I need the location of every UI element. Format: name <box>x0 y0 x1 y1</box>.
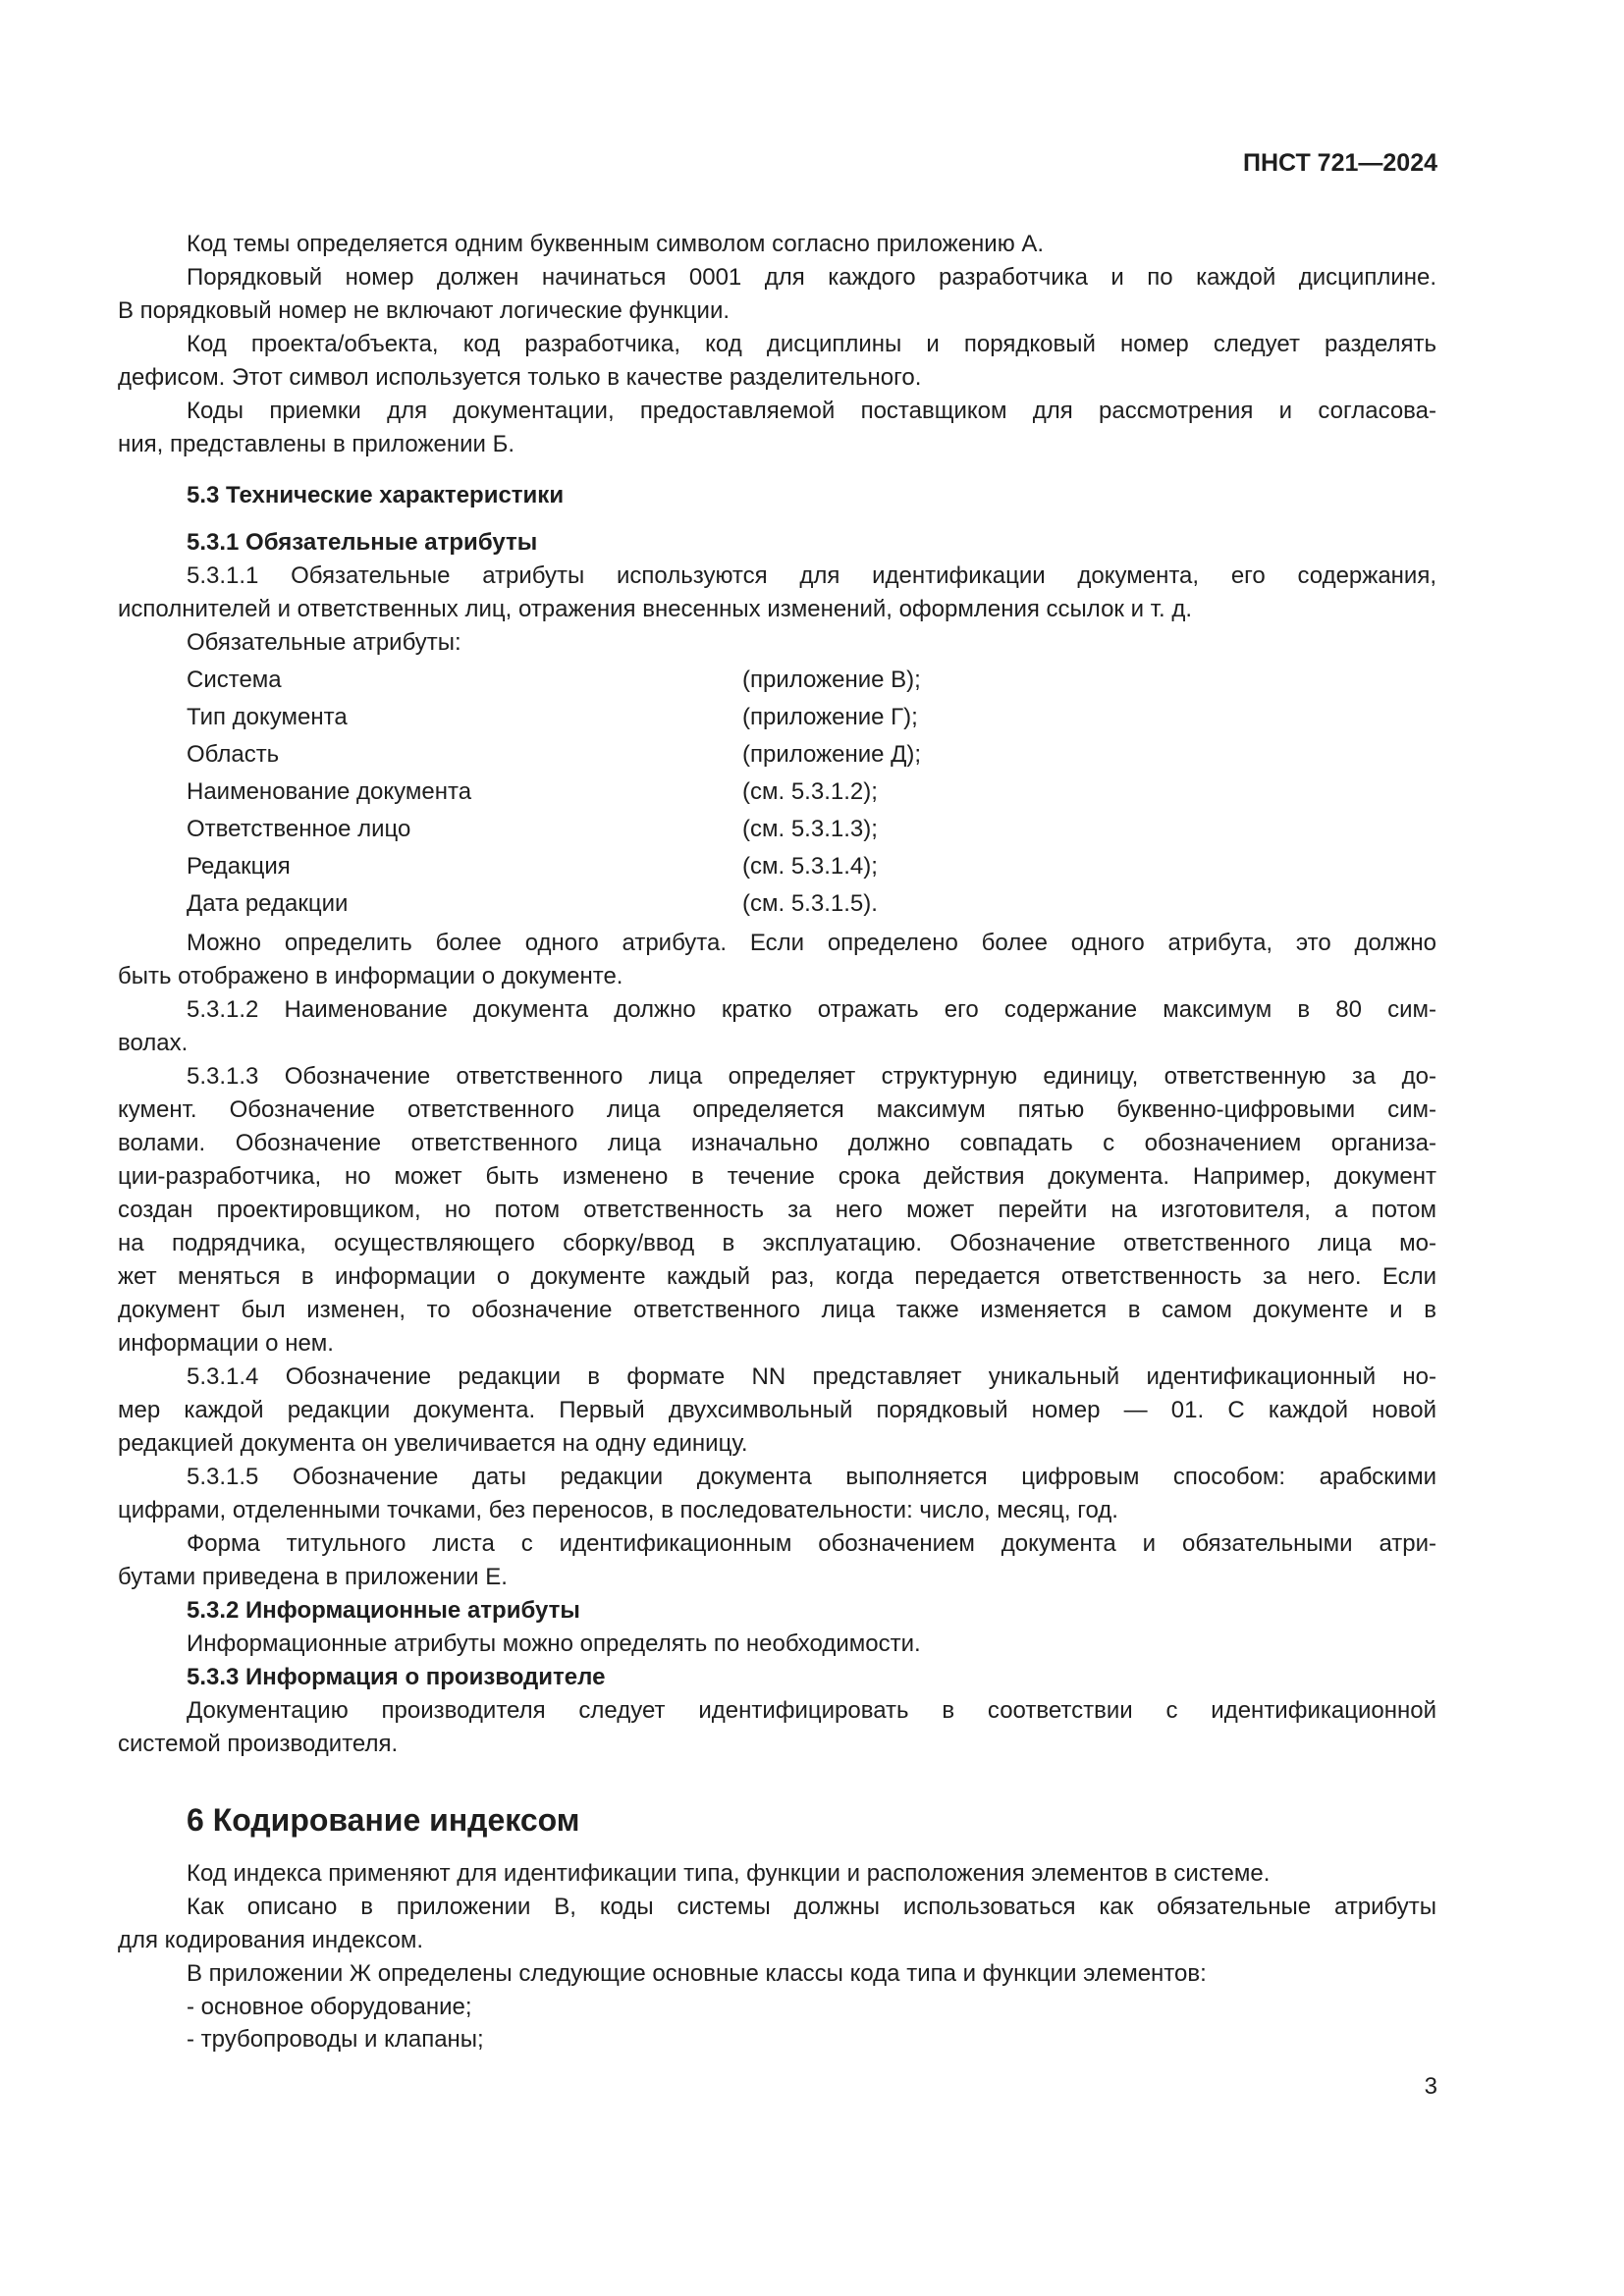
text-line: Код проекта/объекта, код разработчика, код дисциплины и порядковый номер следует разделять <box>187 331 1436 357</box>
text-line: для кодирования индексом. <box>118 1927 424 1953</box>
attribute-ref: (см. 5.3.1.2); <box>742 778 878 805</box>
text-line: Документацию производителя следует идентифицировать в соответствии с идентификационной <box>187 1697 1436 1724</box>
text-line: ния, представлены в приложении Б. <box>118 431 515 457</box>
attribute-ref: (см. 5.3.1.4); <box>742 853 878 880</box>
text-line: Код темы определяется одним буквенным символом согласно приложению А. <box>187 231 1045 257</box>
attribute-name: Редакция <box>187 853 291 880</box>
section-5-3-1-title: 5.3.1 Обязательные атрибуты <box>187 529 538 556</box>
text-line: быть отображено в информации о документе. <box>118 963 623 989</box>
text-line: 5.3.1.5 Обозначение даты редакции документа выполняется цифровым способом: арабскими <box>187 1464 1436 1490</box>
attribute-ref: (см. 5.3.1.3); <box>742 816 878 842</box>
paragraph <box>118 1527 1436 1594</box>
text-line: 5.3.1.4 Обозначение редакции в формате NN представляет уникальный идентификационный но- <box>187 1363 1436 1390</box>
attribute-ref: (приложение Г); <box>742 704 918 730</box>
paragraph <box>118 560 1436 626</box>
attribute-ref: (приложение В); <box>742 667 921 693</box>
text-line: Как описано в приложении В, коды системы должны использоваться как обязательные атрибуты <box>187 1894 1436 1920</box>
attribute-row <box>187 774 1436 811</box>
paragraph <box>118 1957 1436 1991</box>
intro-paragraphs <box>118 228 1436 461</box>
attribute-ref: (см. 5.3.1.5). <box>742 890 878 917</box>
paragraph <box>118 1891 1436 1957</box>
attribute-row <box>187 811 1436 848</box>
paragraph <box>118 1461 1436 1527</box>
section-5-3-2-title: 5.3.2 Информационные атрибуты <box>187 1597 580 1624</box>
attribute-name: Тип документа <box>187 704 348 730</box>
paragraph <box>118 1361 1436 1461</box>
document-header-id: ПНСТ 721—2024 <box>1243 149 1437 177</box>
text-line: бутами приведена в приложении Е. <box>118 1564 508 1590</box>
text-line: Можно определить более одного атрибута. Если определено более одного атрибута, это должно <box>187 930 1436 956</box>
attribute-name: Система <box>187 667 282 693</box>
text-line: 5.3.1.1 Обязательные атрибуты используются для идентификации документа, его содержания, <box>187 562 1436 589</box>
text-line: 5.3.1.2 Наименование документа должно кратко отражать его содержание максимум в 80 сим- <box>187 996 1436 1023</box>
text-line: исполнителей и ответственных лиц, отражения внесенных изменений, оформления ссылок и т. д. <box>118 596 1193 622</box>
text-line: дефисом. Этот символ используется только в качестве разделительного. <box>118 364 922 391</box>
text-line: волами. Обозначение ответственного лица изначально должно совпадать с обозначением организа- <box>118 1130 1436 1156</box>
attribute-name: Область <box>187 741 280 768</box>
text-line: цифрами, отделенными точками, без переносов, в последовательности: число, месяц, год. <box>118 1497 1118 1523</box>
text-line: документ был изменен, то обозначение ответственного лица также изменяется в самом документе и в <box>118 1297 1436 1323</box>
text-line: Форма титульного листа с идентификационным обозначением документа и обязательными атри- <box>187 1530 1436 1557</box>
attributes-list-intro: Обязательные атрибуты: <box>187 629 461 656</box>
section-6-bullets <box>118 1991 1436 2056</box>
section-5-3-title: 5.3 Технические характеристики <box>187 482 565 508</box>
paragraph-5-3-1-1 <box>118 560 1436 626</box>
attribute-name: Ответственное лицо <box>187 816 411 842</box>
text-line: волах. <box>118 1030 189 1056</box>
paragraph <box>118 395 1436 461</box>
paragraph <box>118 1857 1436 1891</box>
section-5-3-1-paragraphs <box>118 927 1436 1594</box>
text-line: Код индекса применяют для идентификации типа, функции и расположения элементов в системе. <box>187 1860 1271 1887</box>
attribute-name: Дата редакции <box>187 890 349 917</box>
attributes-list <box>187 662 1436 923</box>
text-line: редакцией документа он увеличивается на одну единицу. <box>118 1430 748 1457</box>
text-line: жет меняться в информации о документе каждый раз, когда передается ответственность за него. Если <box>118 1263 1436 1290</box>
text-line: Коды приемки для документации, предоставляемой поставщиком для рассмотрения и согласова- <box>187 398 1436 424</box>
attribute-row <box>187 662 1436 699</box>
section-6-title: 6 Кодирование индексом <box>187 1802 580 1838</box>
attribute-row <box>187 848 1436 885</box>
paragraph <box>118 993 1436 1060</box>
section-5-3-2-text: Информационные атрибуты можно определять по необходимости. <box>187 1630 921 1657</box>
text-line: В приложении Ж определены следующие основные классы кода типа и функции элементов: <box>187 1960 1207 1987</box>
attribute-row <box>187 699 1436 736</box>
section-5-3-3-title: 5.3.3 Информация о производителе <box>187 1664 606 1690</box>
text-line: информации о нем. <box>118 1330 334 1357</box>
text-line: 5.3.1.3 Обозначение ответственного лица определяет структурную единицу, ответственную за до- <box>187 1063 1436 1090</box>
text-line: мер каждой редакции документа. Первый двухсимвольный порядковый номер — 01. С каждой новой <box>118 1397 1436 1423</box>
text-line: В порядковый номер не включают логические функции. <box>118 297 731 324</box>
attribute-row <box>187 885 1436 923</box>
bullet-item: - основное оборудование; <box>187 1994 472 2020</box>
paragraph <box>118 261 1436 328</box>
page-number: 3 <box>1424 2073 1437 2100</box>
bullet-item: - трубопроводы и клапаны; <box>187 2026 484 2053</box>
paragraph <box>118 228 1436 261</box>
text-line: создан проектировщиком, но потом ответственность за него может перейти на изготовителя, а потом <box>118 1197 1436 1223</box>
text-line: системой производителя. <box>118 1731 399 1757</box>
text-line: кумент. Обозначение ответственного лица определяется максимум пятью буквенно-цифровыми сим- <box>118 1096 1436 1123</box>
paragraph <box>118 1694 1436 1761</box>
text-line: на подрядчика, осуществляющего сборку/ввод в эксплуатацию. Обозначение ответственного лица мо- <box>118 1230 1436 1256</box>
paragraph <box>118 927 1436 993</box>
section-5-3-3-text <box>118 1694 1436 1761</box>
attribute-name: Наименование документа <box>187 778 472 805</box>
paragraph <box>118 328 1436 395</box>
attribute-row <box>187 736 1436 774</box>
section-6-paragraphs <box>118 1857 1436 1991</box>
text-line: Порядковый номер должен начинаться 0001 для каждого разработчика и по каждой дисциплине. <box>187 264 1436 291</box>
text-line: ции-разработчика, но может быть изменено в течение срока действия документа. Например, документ <box>118 1163 1436 1190</box>
paragraph <box>118 1060 1436 1361</box>
attribute-ref: (приложение Д); <box>742 741 922 768</box>
page-content <box>118 228 1436 2056</box>
